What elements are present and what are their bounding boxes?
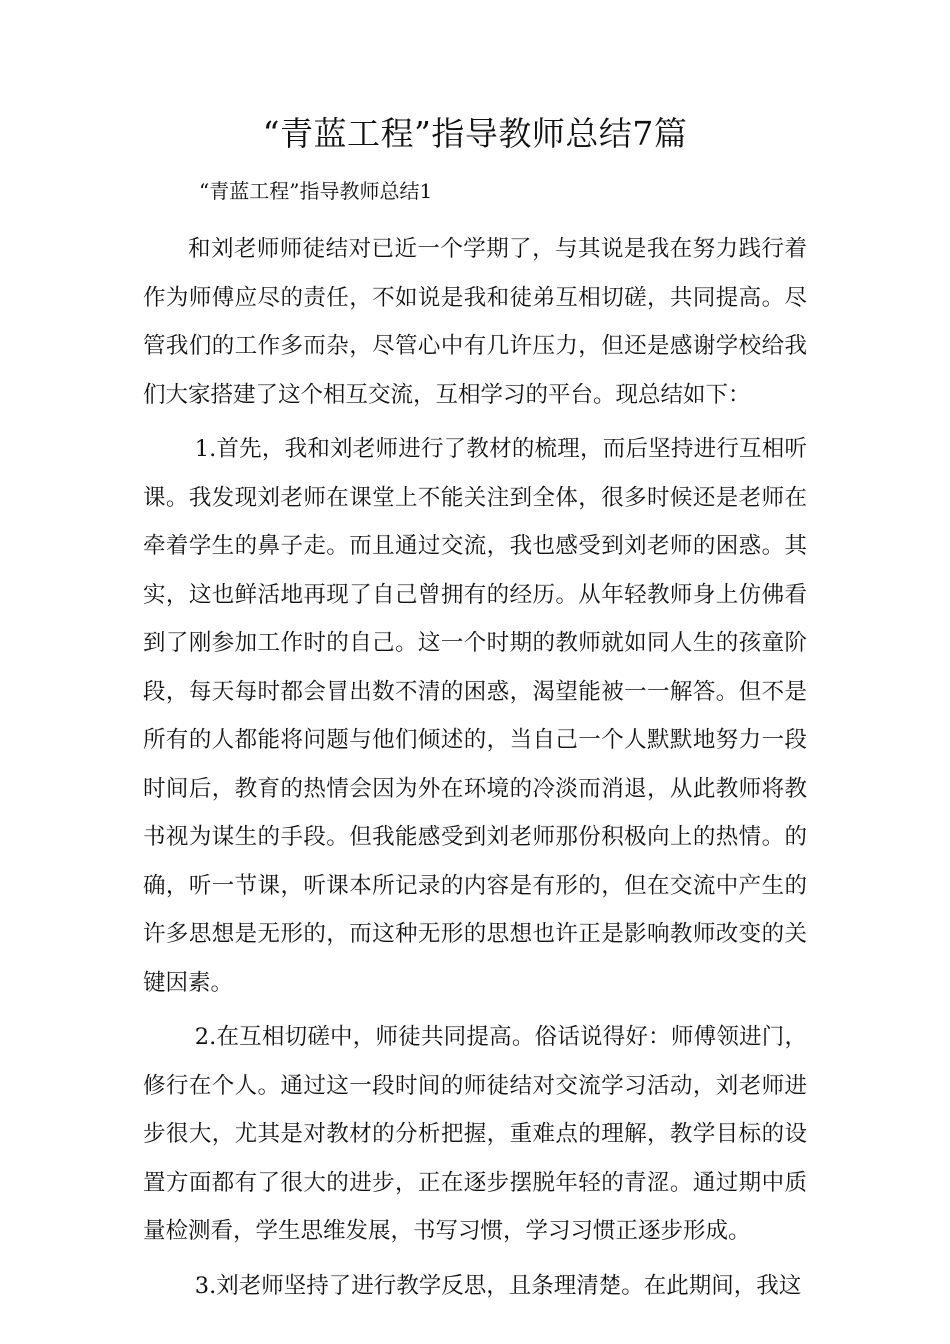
body-paragraph-1: 1.首先，我和刘老师进行了教材的梳理，而后坚持进行互相听课。我发现刘老师在课堂上不能关注到全体，很多时候还是老师在牵着学生的鼻子走。而且通过交流，我也感受到刘老师的困惑。其实，这也鲜活地再现了自己曾拥有的经历。从年轻教师身上仿佛看到了刚参加工作时的自己。这一个时期的教师就如同人生的孩童阶段，每天每时都会冒出数不清的困惑，渴望能被一一解答。但不是所有的人都能将问题与他们倾述的，当自己一个人默默地努力一段时间后，教育的热情会因为外在环境的冷淡而消退，从此教师将教书视为谋生的手段。但我能感受到刘老师那份积极向上的热情。的确，听一节课，听课本所记录的内容是有形的，但在交流中产生的许多思想是无形的，而这种无形的思想也许正是影响教师改变的关键因素。	[143, 436, 807, 996]
document-title: “青蓝工程”指导教师总结7篇	[262, 114, 688, 153]
section-heading: “青蓝工程”指导教师总结1	[199, 179, 433, 203]
body-paragraph-intro: 和刘老师师徒结对已近一个学期了，与其说是我在努力践行着作为师傅应尽的责任，不如说是我和徒弟互相切磋，共同提高。尽管我们的工作多而杂，尽管心中有几许压力，但还是感谢学校给我们大家搭建了这个相互交流，互相学习的平台。现总结如下：	[143, 236, 807, 408]
body-paragraph-2: 2.在互相切磋中，师徒共同提高。俗话说得好：师傅领进门，修行在个人。通过这一段时间的师徒结对交流学习活动，刘老师进步很大，尤其是对教材的分析把握，重难点的理解，教学目标的设置方面都有了很大的进步，正在逐步摆脱年轻的青涩。通过期中质量检测看，学生思维发展，书写习惯，学习习惯正逐步形成。	[143, 1024, 807, 1244]
body-paragraph-3: 3.刘老师坚持了进行教学反思，且条理清楚。在此期间，我这	[194, 1272, 802, 1299]
